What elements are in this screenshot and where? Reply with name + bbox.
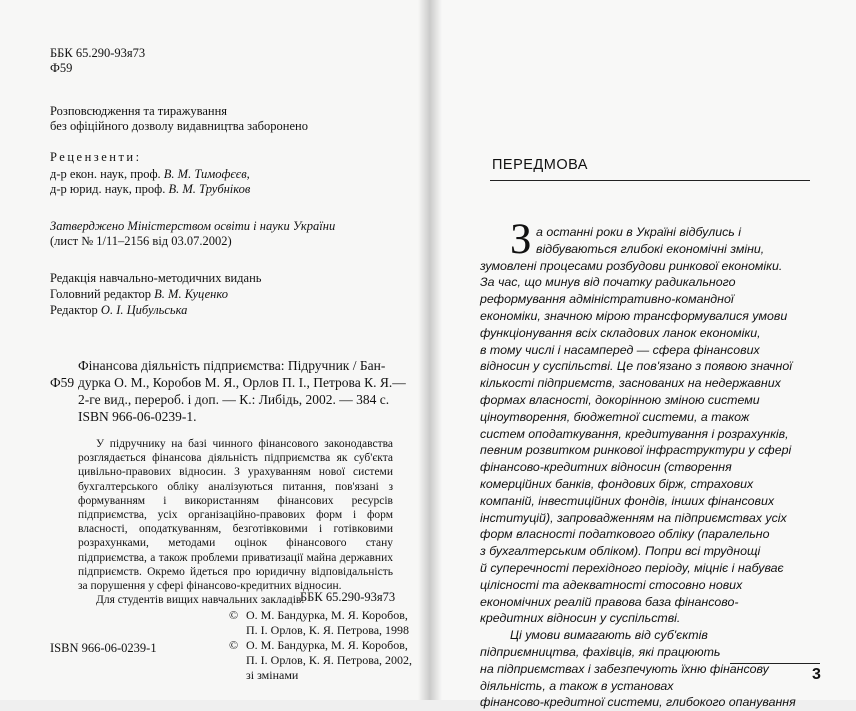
annotation: [78, 437, 396, 607]
book-gutter: [418, 0, 442, 700]
drop-cap: З: [510, 216, 532, 263]
approval-line-2: (лист № 1/11–2156 від 03.07.2002): [50, 234, 232, 248]
text-line: цілісності та адекватності стосовно нових: [480, 577, 743, 592]
text-line: фінансово-кредитної системи, глибокого опанування: [480, 695, 796, 710]
copyright-2002-line-3: зі змінами: [246, 668, 299, 682]
copyright-1998: [229, 608, 412, 638]
text-line: підприємництва, фахівців, які працюють: [480, 644, 721, 659]
text-line: інституцій), запровадженням на підприємствах усіх: [480, 510, 787, 525]
annotation-paragraph-1: У підручнику на базі чинного фінансового законодавства розглядається фінансова діяльність підприємства як суб'єкта цивільно-правових відносин. З урахуванням нової системи бухгалтерського обліку аналізуються питання, пов'язані з формуванням і використанням фінансових ресурсів підприємства, усіх організаційно-правових форм і форм власності, оподаткуванням, безготівковими і готівковими розрахунками, методами оцінок фінансового стану підприємства, а також проблеми приватизації майна державних підприємств. Окремо йдеться про юридичну відповідальність за порушення у сфері фінансово-кредитних відносин.: [78, 438, 393, 593]
text-line: кількості підприємств, заснованих на недержавних: [480, 376, 781, 391]
text-line: в тому числі і насамперед — сфера фінансових: [480, 342, 760, 357]
preface-text: [480, 224, 810, 711]
text-line: економічних реалій правова база фінансово-: [480, 594, 739, 609]
text-line: формах власності, докорінною зміною системи: [480, 392, 760, 407]
copyright-2002-line-2: П. І. Орлов, К. Я. Петрова, 2002,: [246, 653, 413, 667]
reviewer-1-name: В. М. Тимофєєв,: [163, 167, 250, 181]
footer-rule: [730, 663, 820, 664]
reviewer-2: [50, 182, 250, 197]
text-line: на підприємствах і забезпечують їхню фінансову: [480, 661, 769, 676]
text-line: фінансово-кредитних відносин (створення: [480, 460, 732, 475]
text-line: а останні роки в Україні відбулись і: [536, 225, 741, 239]
isbn-bottom: ISBN 966-06-0239-1: [50, 641, 157, 655]
text-line: кредитних відносин у суспільстві.: [480, 611, 681, 626]
copyright-symbol: ©: [229, 608, 239, 622]
editor: [50, 303, 187, 318]
section-heading: ПЕРЕДМОВА: [492, 157, 588, 173]
reviewer-1-role: д-р екон. наук, проф.: [50, 167, 164, 181]
editor-label: Редактор: [50, 303, 101, 317]
chief-editor: [50, 287, 228, 302]
catalog-line-2: дурка О. М., Коробов М. Я., Орлов П. І., Петрова К. Я.—: [78, 375, 406, 390]
catalog-line-3: 2-ге вид., перероб. і доп. — К.: Либідь, 2002. — 384 с.: [78, 392, 390, 407]
catalog-code: Ф59: [50, 375, 75, 390]
heading-rule: [490, 180, 810, 181]
text-line: функціонування всіх складових ланок економіки,: [480, 325, 761, 340]
text-line: відбуваються глибокі економічні зміни,: [536, 241, 765, 256]
copyright-1998-line-1: О. М. Бандурка, М. Я. Коробов,: [246, 608, 408, 622]
text-line: певним розвитком ринкової інфраструктури у сфері: [480, 443, 792, 458]
page-number: 3: [812, 666, 821, 683]
text-line: ціноутворення, бюджетної системи, а також: [480, 409, 750, 424]
text-line: зумовлені процесами розбудови ринкової економіки.: [480, 258, 783, 273]
text-line: економіки, значною мірою трансформувалися умови: [480, 308, 788, 323]
copyright-block: [229, 608, 412, 683]
copyright-1998-line-2: П. І. Орлов, К. Я. Петрова, 1998: [246, 623, 410, 637]
author-code-top: Ф59: [50, 61, 73, 75]
chief-editor-name: В. М. Куценко: [154, 287, 228, 301]
annotation-paragraph-2: Для студентів вищих навчальних закладів.: [96, 594, 305, 607]
rights-line-2: без офіційного дозволу видавництва заборонено: [50, 119, 308, 133]
copyright-symbol: ©: [229, 638, 239, 652]
rights-line-1: Розповсюдження та тиражування: [50, 104, 228, 118]
editor-name: О. І. Цибульська: [100, 303, 188, 317]
text-line: відносин у суспільстві. Це пов'язано з появою значної: [480, 359, 792, 374]
reviewers-label: Рецензенти:: [50, 150, 142, 164]
chief-editor-label: Головний редактор: [50, 287, 155, 301]
bbk-index-bottom: ББК 65.290-93я73: [300, 590, 396, 604]
catalog-isbn: ISBN 966-06-0239-1.: [78, 409, 197, 424]
text-line: Ці умови вимагають від суб'єктів: [510, 628, 708, 643]
reviewer-2-name: В. М. Трубніков: [168, 182, 251, 196]
text-line: діяльність, а також в установах: [480, 678, 674, 693]
editorial-office: Редакція навчально-методичних видань: [50, 271, 262, 285]
text-line: форм власності податкового обліку (паралельно: [480, 527, 770, 542]
approval-line-1: Затверджено Міністерством освіти і науки України: [50, 219, 336, 233]
catalog-line-1: Фінансова діяльність підприємства: Підручник / Бан-: [78, 358, 386, 373]
copyright-2002: [229, 638, 412, 683]
text-line: систем оподаткування, кредитування і розрахунків,: [480, 426, 789, 441]
reviewer-2-role: д-р юрид. наук, проф.: [50, 182, 169, 196]
reviewer-1: [50, 167, 250, 182]
text-line: комерційних банків, фондових бірж, страхових: [480, 476, 754, 491]
copyright-2002-line-1: О. М. Бандурка, М. Я. Коробов,: [246, 638, 408, 652]
bbk-index-top: ББК 65.290-93я73: [50, 46, 146, 60]
text-line: й суперечності перехідного періоду, міцніє і набуває: [480, 560, 784, 575]
text-line: компаній, інвестиційних фондів, інших фінансових: [480, 493, 775, 508]
text-line: з бухгалтерським обліком). Попри всі труднощі: [480, 544, 761, 559]
text-line: реформування адміністративно-командної: [480, 292, 734, 307]
text-line: За час, що минув від початку радикального: [480, 275, 736, 290]
